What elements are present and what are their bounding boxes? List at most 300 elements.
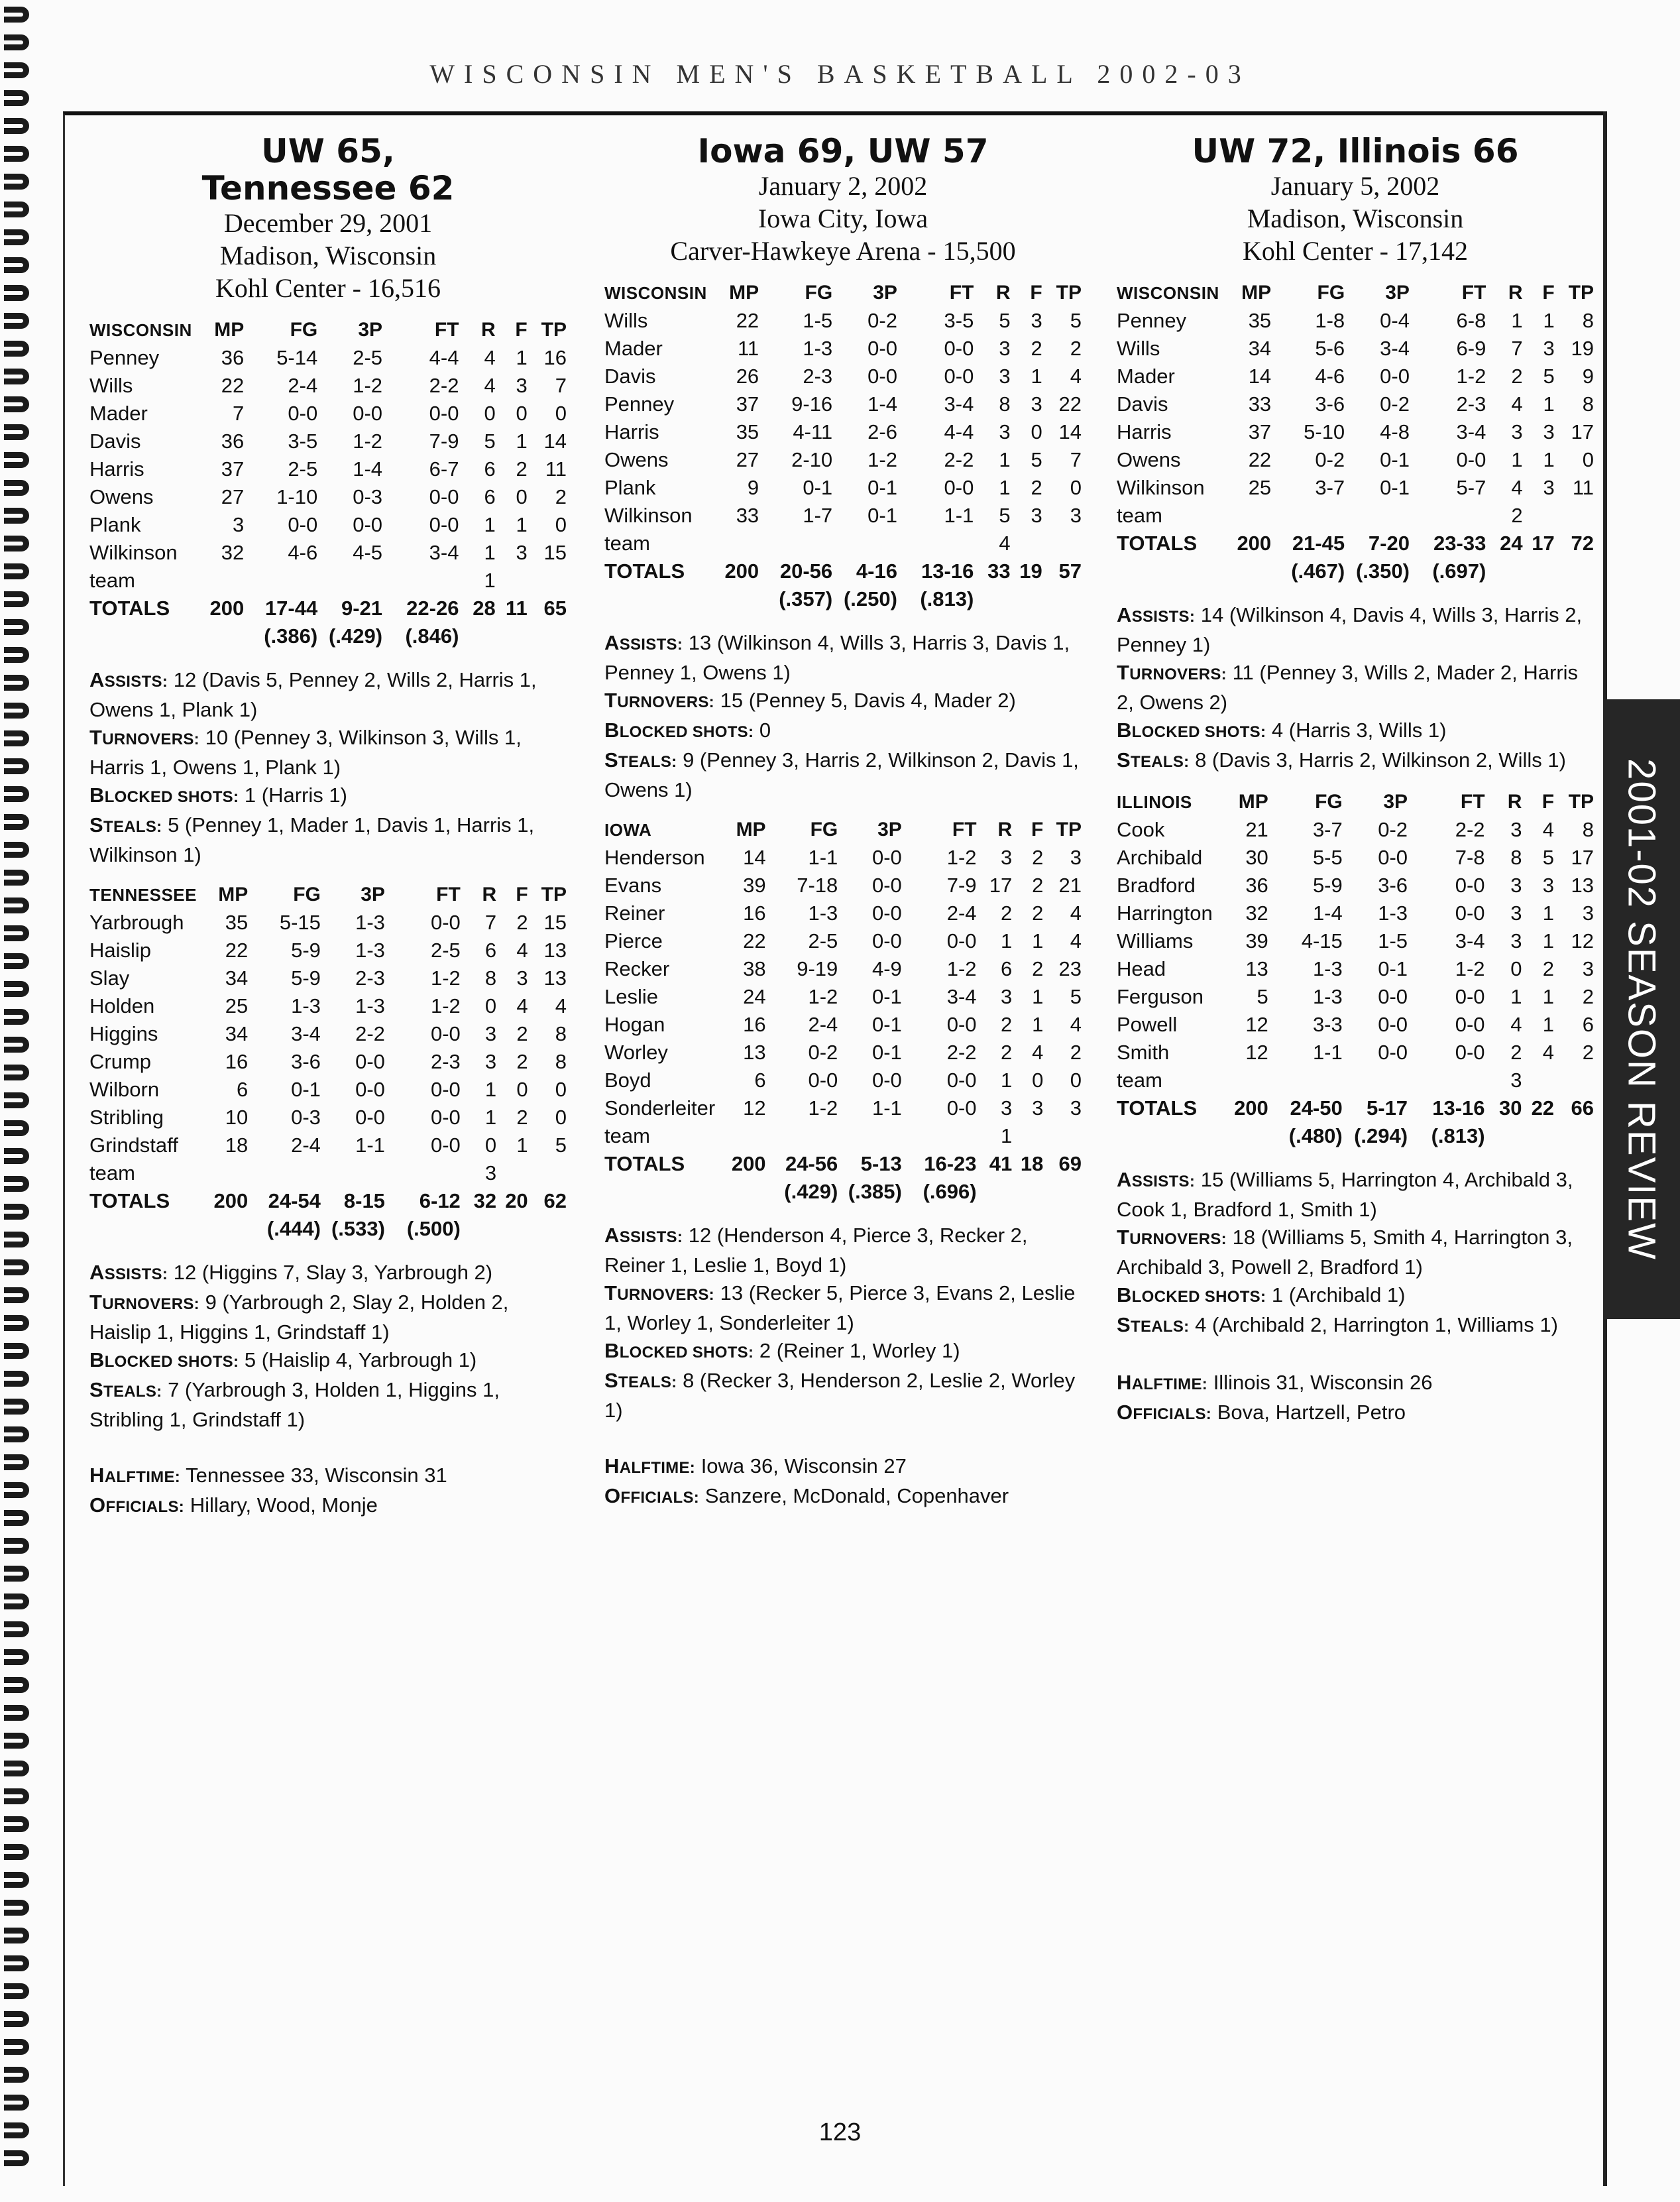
stat-cell: 1-1 (1312, 1041, 1343, 1064)
box-score-table (89, 316, 567, 650)
stat-value-turnovers: 13 (Recker 5, Pierce 3, Evans 2, Leslie 1, Worley 1, Sonderleiter 1) (604, 1281, 1076, 1334)
totals-label: TOTALS (1117, 532, 1198, 555)
stat-cell: 0-1 (803, 476, 833, 499)
spiral-coil (4, 1594, 29, 1609)
stat-value-blocked: 5 (Haislip 4, Yarbrough 1) (244, 1348, 477, 1371)
percentage-cell: (.429) (329, 624, 383, 648)
stat-label-blocked (89, 783, 239, 807)
stat-cell: 0-0 (1455, 874, 1485, 897)
column-header: TP (541, 319, 567, 341)
stat-cell (715, 1122, 765, 1150)
spiral-coil (4, 1315, 29, 1331)
stat-cell: 6 (484, 457, 496, 481)
stat-cell: 0-0 (944, 337, 974, 360)
stat-label-rest: TEALS: (618, 753, 677, 771)
percentage-cell: (.350) (1355, 559, 1410, 583)
stat-cell: 1 (516, 1133, 528, 1157)
stat-cell: 4-11 (793, 420, 833, 443)
stat-cell: 8 (1582, 309, 1594, 332)
player-row (604, 955, 1082, 983)
stat-label-turnovers (89, 726, 199, 749)
stat-cell: 2 (1511, 365, 1523, 388)
player-row (1117, 307, 1594, 335)
totals-label: TOTALS (1117, 1096, 1198, 1120)
footer-label-rest: FFICIALS: (105, 1498, 185, 1516)
stat-cell (496, 1159, 528, 1187)
stat-cell: 0-0 (871, 846, 902, 869)
stat-cell: 9-16 (791, 392, 833, 416)
spiral-coil (4, 1482, 29, 1498)
stat-cell: 2 (1542, 957, 1555, 980)
player-row (1117, 418, 1594, 446)
stat-cell: 3-4 (429, 541, 459, 564)
box-score-header-row (1117, 279, 1594, 307)
stat-cell: 0-0 (353, 513, 383, 536)
spacer-cell (1117, 557, 1219, 585)
percentage-cell: (.250) (843, 587, 897, 610)
player-row (604, 418, 1082, 446)
stat-cell: 22 (221, 374, 245, 397)
game-score-line2: Tennessee 62 (201, 169, 455, 207)
stat-cell: 7 (1511, 337, 1523, 360)
stat-cell: 0-0 (429, 513, 459, 536)
stat-cell: 27 (221, 485, 245, 508)
percentage-row (604, 1178, 1082, 1206)
player-name: team (604, 532, 650, 555)
stat-cell: 2-2 (946, 1041, 977, 1064)
stat-cell: 2 (1031, 476, 1042, 499)
percentage-cell: (.813) (1431, 1124, 1485, 1147)
spiral-coil (4, 396, 29, 412)
footer-label-rest: ALFTIME: (619, 1459, 696, 1477)
stat-line-assists (1117, 601, 1594, 659)
stat-cell: 1-2 (430, 994, 461, 1017)
stat-cell: 2 (1032, 874, 1044, 897)
stat-cell: 4-6 (288, 541, 318, 564)
column-header: R (481, 319, 496, 341)
stat-cell: 0-0 (429, 485, 459, 508)
spiral-coil (4, 786, 29, 802)
stat-value-blocked: 1 (Harris 1) (244, 783, 347, 807)
stat-cell: 0-0 (1378, 985, 1408, 1008)
stat-line-turnovers (89, 1289, 567, 1346)
team-name: WISCONSIN (1117, 283, 1219, 303)
stat-cell: 0-2 (1315, 448, 1345, 471)
player-name: Wilborn (89, 1078, 160, 1101)
stat-label-rest: TEALS: (618, 1373, 677, 1391)
stat-cell: 3 (484, 1161, 497, 1185)
totals-row (89, 1187, 567, 1215)
spiral-coil (4, 953, 29, 969)
stat-cell: 4 (1511, 392, 1523, 416)
totals-cell: 200 (209, 597, 245, 620)
box-score-table (604, 816, 1082, 1206)
game-arena: Carver-Hawkeye Arena - 15,500 (670, 236, 1016, 266)
player-name: team (89, 1161, 135, 1185)
stat-cell: 0 (1070, 1069, 1082, 1092)
spiral-coil (4, 1120, 29, 1136)
spiral-coil (4, 2067, 29, 2083)
column-header: F (1031, 819, 1044, 840)
stat-cell: 0-1 (291, 1078, 321, 1101)
stat-cell: 2 (555, 485, 567, 508)
totals-cell: 21-45 (1292, 532, 1345, 555)
stat-cell: 0-2 (1380, 392, 1410, 416)
column-header: FT (1460, 791, 1485, 813)
player-row (1117, 390, 1594, 418)
player-name: Higgins (89, 1022, 158, 1045)
player-name: Reiner (604, 901, 665, 925)
spiral-coil (4, 480, 29, 496)
player-row (89, 400, 567, 428)
stat-value-steals: 9 (Penney 3, Harris 2, Wilkinson 2, Davis 1, Owens 1) (604, 748, 1079, 801)
spiral-coil (4, 1649, 29, 1665)
stat-cell: 3-5 (288, 430, 318, 453)
stat-cell: 0-1 (871, 1013, 902, 1036)
stat-cell: 35 (225, 911, 249, 934)
stat-cell: 3-3 (1312, 1013, 1343, 1036)
spiral-coil (4, 1037, 29, 1053)
stat-cell: 0-1 (868, 504, 897, 527)
stat-cell: 0-3 (353, 485, 383, 508)
stat-cell: 4 (516, 994, 528, 1017)
stat-cell: 4 (484, 346, 496, 369)
totals-cell: 4-16 (856, 559, 897, 583)
spiral-coil (4, 424, 29, 440)
footer-value-halftime: Illinois 31, Wisconsin 26 (1213, 1371, 1433, 1394)
player-name: Worley (604, 1041, 668, 1064)
stat-label-turnovers (604, 689, 714, 712)
stat-cell: 36 (221, 430, 245, 453)
stat-cell: 0-0 (868, 365, 897, 388)
stat-cell: 1-7 (803, 504, 833, 527)
column-header: TP (1568, 791, 1594, 813)
totals-row (1117, 530, 1594, 557)
stat-cell: 1 (484, 513, 496, 536)
stat-cell: 0-0 (1456, 448, 1486, 471)
stat-cell: 3 (1510, 929, 1522, 953)
stat-cell: 12 (1245, 1013, 1268, 1036)
stat-cell: 3 (1510, 1069, 1522, 1092)
stat-cell: 0 (1031, 420, 1042, 443)
spiral-coil (4, 229, 29, 245)
stat-cell (244, 567, 317, 595)
footer-label-halftime (89, 1464, 181, 1487)
game-column-2 (604, 133, 1082, 1512)
stat-cell: 5-9 (291, 939, 321, 962)
stat-cell: 3 (1000, 846, 1013, 869)
spiral-coil (4, 1092, 29, 1108)
stat-value-turnovers: 18 (Williams 5, Smith 4, Harrington 3, Archibald 3, Powell 2, Bradford 1) (1117, 1226, 1573, 1279)
totals-cell: 5-13 (860, 1152, 902, 1175)
stat-cell: 2 (516, 1022, 528, 1045)
stat-cell: 5-9 (1312, 874, 1343, 897)
stat-cell: 1 (1032, 985, 1044, 1008)
player-row (1117, 335, 1594, 363)
stat-cell: 21 (1245, 818, 1268, 841)
stat-cell: 34 (225, 966, 249, 990)
footer-line-halftime (89, 1462, 567, 1491)
stat-cell: 0-3 (291, 1106, 321, 1129)
stat-cell: 3 (1543, 420, 1555, 443)
stat-cell: 9 (747, 476, 759, 499)
percentage-cell: (.357) (779, 587, 833, 610)
player-row (1117, 446, 1594, 474)
spiral-coil (4, 452, 29, 468)
game-location: Madison, Wisconsin (1247, 203, 1464, 233)
player-row (1117, 899, 1594, 927)
stat-cell: 0 (516, 485, 528, 508)
stat-label-initial: T (89, 726, 103, 749)
totals-row (1117, 1094, 1594, 1122)
stat-label-initial: T (604, 689, 618, 712)
stat-cell: 6 (754, 1069, 766, 1092)
player-row (604, 335, 1082, 363)
footer-line-halftime (1117, 1369, 1594, 1399)
stat-value-blocked: 0 (759, 719, 771, 742)
player-name: Wills (1117, 337, 1160, 360)
stat-cell: 25 (1248, 476, 1272, 499)
stat-cell: 33 (1248, 392, 1272, 416)
player-row (89, 428, 567, 455)
stat-cell (838, 1122, 901, 1150)
percentage-row (89, 1215, 567, 1243)
spiral-coil (4, 1955, 29, 1971)
stat-cell: 3-4 (1455, 929, 1485, 953)
stat-label-steals (1117, 748, 1190, 772)
stat-cell: 2-4 (808, 1013, 838, 1036)
player-name: Penney (1117, 309, 1187, 332)
stat-cell: 7 (1070, 448, 1082, 471)
player-row (89, 567, 567, 595)
stat-cell: 5 (1070, 309, 1082, 332)
stat-cell: 2 (1032, 901, 1044, 925)
player-name: Holden (89, 994, 155, 1017)
stat-cell: 2-2 (944, 448, 974, 471)
stat-label-initial: S (604, 1369, 618, 1392)
stat-cell: 7 (555, 374, 567, 397)
stat-line-assists (604, 629, 1082, 687)
player-row (604, 474, 1082, 502)
totals-label: TOTALS (604, 1152, 685, 1175)
stat-label-turnovers (604, 1281, 714, 1304)
team-name: TENNESSEE (89, 885, 197, 905)
stat-cell: 2-5 (430, 939, 461, 962)
stat-cell: 36 (1245, 874, 1268, 897)
game-date: December 29, 2001 (223, 208, 433, 238)
stat-label-rest: LOCKED SHOTS: (619, 1344, 754, 1362)
stat-cell: 1 (1000, 929, 1013, 953)
player-name: Boyd (604, 1069, 651, 1092)
player-name: Harris (1117, 420, 1172, 443)
stat-cell: 1-1 (871, 1096, 902, 1120)
spiral-coil (4, 1510, 29, 1526)
percentage-cell: (.846) (405, 624, 459, 648)
stat-cell (1219, 502, 1271, 530)
spacer-cell (604, 1178, 715, 1206)
stat-cell: 5 (1031, 448, 1042, 471)
stat-cell: 23 (1058, 957, 1082, 980)
stat-cell: 4-4 (944, 420, 974, 443)
stat-label-rest: URNOVERS: (102, 730, 199, 748)
stat-cell: 1-1 (355, 1133, 385, 1157)
page-number: 123 (818, 2118, 862, 2146)
player-name: Cook (1117, 818, 1165, 841)
team-name: WISCONSIN (89, 320, 192, 340)
percentage-cell: (.294) (1354, 1124, 1408, 1147)
totals-row (89, 595, 567, 622)
spiral-binding (0, 7, 40, 2194)
stat-cell (496, 567, 528, 595)
stat-cell: 22 (225, 939, 249, 962)
stat-cell: 39 (1245, 929, 1268, 953)
stat-cell: 3 (1582, 957, 1594, 980)
stat-label-rest: LOCKED SHOTS: (104, 1353, 239, 1371)
stat-label-rest: SSISTS: (104, 1265, 168, 1283)
player-row (89, 372, 567, 400)
stat-line-steals (604, 1367, 1082, 1424)
box-score-table (1117, 279, 1594, 585)
stat-cell (1554, 1067, 1594, 1094)
game-arena: Kohl Center - 16,516 (215, 273, 441, 303)
totals-cell: 62 (543, 1189, 567, 1212)
stat-cell: 3 (516, 374, 528, 397)
footer-label-officials (604, 1484, 700, 1507)
stat-cell: 1-1 (808, 846, 838, 869)
spiral-coil (4, 90, 29, 106)
stat-cell: 1 (999, 448, 1011, 471)
stat-cell: 5 (1543, 365, 1555, 388)
spiral-coil (4, 758, 29, 774)
player-name: Haislip (89, 939, 152, 962)
player-row (1117, 474, 1594, 502)
stat-cell (1216, 1067, 1268, 1094)
stat-cell: 3 (1032, 1096, 1044, 1120)
column-header: F (516, 884, 528, 905)
player-row (1117, 844, 1594, 872)
stat-cell: 0-0 (946, 1096, 977, 1120)
footer-value-halftime: Tennessee 33, Wisconsin 31 (186, 1464, 447, 1487)
stat-cell: 17 (1571, 420, 1594, 443)
spiral-coil (4, 1733, 29, 1749)
stat-cell (707, 530, 759, 557)
percentage-row (1117, 557, 1594, 585)
stat-value-assists: 12 (Davis 5, Penney 2, Wills 2, Harris 1, Owens 1, Plank 1) (89, 668, 537, 721)
stat-value-assists: 15 (Williams 5, Harrington 4, Archibald 3, Cook 1, Bradford 1, Smith 1) (1117, 1168, 1573, 1221)
player-row (89, 511, 567, 539)
stat-label-turnovers (89, 1291, 199, 1314)
stat-cell: 3 (1511, 420, 1523, 443)
footer-label-initial: H (1117, 1371, 1132, 1394)
percentage-cell: (.480) (1288, 1124, 1343, 1147)
column-header: MP (729, 282, 759, 304)
stat-label-blocked (604, 1339, 754, 1362)
stat-value-turnovers: 10 (Penney 3, Wilkinson 3, Wills 1, Harris 1, Owens 1, Plank 1) (89, 726, 522, 779)
stat-cell: 3 (232, 513, 245, 536)
stat-label-rest: SSISTS: (1131, 1173, 1196, 1190)
stat-label-initial: A (604, 1224, 620, 1247)
player-name: Henderson (604, 846, 705, 869)
totals-label: TOTALS (89, 1189, 170, 1212)
stat-cell: 1-2 (353, 430, 383, 453)
stat-cell: 1-2 (946, 846, 977, 869)
stat-cell: 2 (516, 1050, 528, 1073)
stat-cell: 3 (1582, 901, 1594, 925)
stat-line-assists (89, 1259, 567, 1289)
stat-cell: 1-4 (1312, 901, 1343, 925)
stat-cell: 15 (543, 541, 567, 564)
game-footer-notes (604, 1452, 1082, 1512)
stat-label-blocked (89, 1348, 239, 1371)
percentage-cell: (.697) (1432, 559, 1486, 583)
totals-cell: 32 (473, 1189, 497, 1212)
player-name: Mader (1117, 365, 1175, 388)
column-header: FG (290, 319, 318, 341)
player-name: Penney (89, 346, 160, 369)
stat-cell: 35 (1248, 309, 1272, 332)
stat-label-initial: S (1117, 748, 1131, 772)
stat-label-rest: SSISTS: (619, 636, 683, 654)
column-header: F (1030, 282, 1042, 304)
stat-cell: 4 (484, 374, 496, 397)
spiral-coil (4, 1872, 29, 1888)
column-header: FG (810, 819, 838, 840)
player-name: Recker (604, 957, 670, 980)
stat-cell: 2-5 (353, 346, 383, 369)
spiral-coil (4, 1454, 29, 1470)
stat-label-rest: URNOVERS: (1129, 666, 1227, 683)
stat-cell (897, 530, 974, 557)
stat-cell: 7 (484, 911, 497, 934)
stat-cell: 1 (1000, 1069, 1013, 1092)
stat-label-initial: S (89, 1378, 103, 1401)
stat-line-assists (604, 1222, 1082, 1279)
stat-cell: 8 (1510, 846, 1522, 869)
stat-cell: 2 (1070, 1041, 1082, 1064)
stat-cell: 1-10 (276, 485, 318, 508)
percentage-row (1117, 1122, 1594, 1150)
game-header (1117, 133, 1594, 267)
stat-cell: 2-3 (430, 1050, 461, 1073)
team-name: WISCONSIN (604, 283, 707, 303)
stat-label-initial: S (1117, 1313, 1131, 1336)
stat-cell: 0-0 (946, 1013, 977, 1036)
stat-cell: 2 (1000, 1041, 1013, 1064)
stat-cell (1522, 1067, 1554, 1094)
footer-value-officials: Hillary, Wood, Monje (190, 1493, 378, 1517)
stat-cell: 12 (743, 1096, 766, 1120)
stat-cell: 32 (1245, 901, 1268, 925)
stat-cell: 6 (484, 939, 497, 962)
totals-cell: 200 (1237, 532, 1272, 555)
stat-cell: 16 (743, 1013, 766, 1036)
stat-line-turnovers (604, 1279, 1082, 1337)
stat-cell: 1 (516, 513, 528, 536)
stat-cell: 1 (1511, 448, 1523, 471)
stat-cell: 37 (736, 392, 759, 416)
stat-cell: 13 (543, 966, 567, 990)
stat-label-initial: B (604, 1339, 620, 1362)
stat-cell: 6 (484, 485, 496, 508)
stat-cell: 37 (221, 457, 245, 481)
player-row (1117, 983, 1594, 1011)
stat-cell: 0-0 (1378, 846, 1408, 869)
team-stat-notes (1117, 601, 1594, 776)
stat-cell: 13 (1245, 957, 1268, 980)
stat-cell: 2 (516, 911, 528, 934)
spiral-coil (4, 118, 29, 134)
totals-cell: 65 (543, 597, 567, 620)
